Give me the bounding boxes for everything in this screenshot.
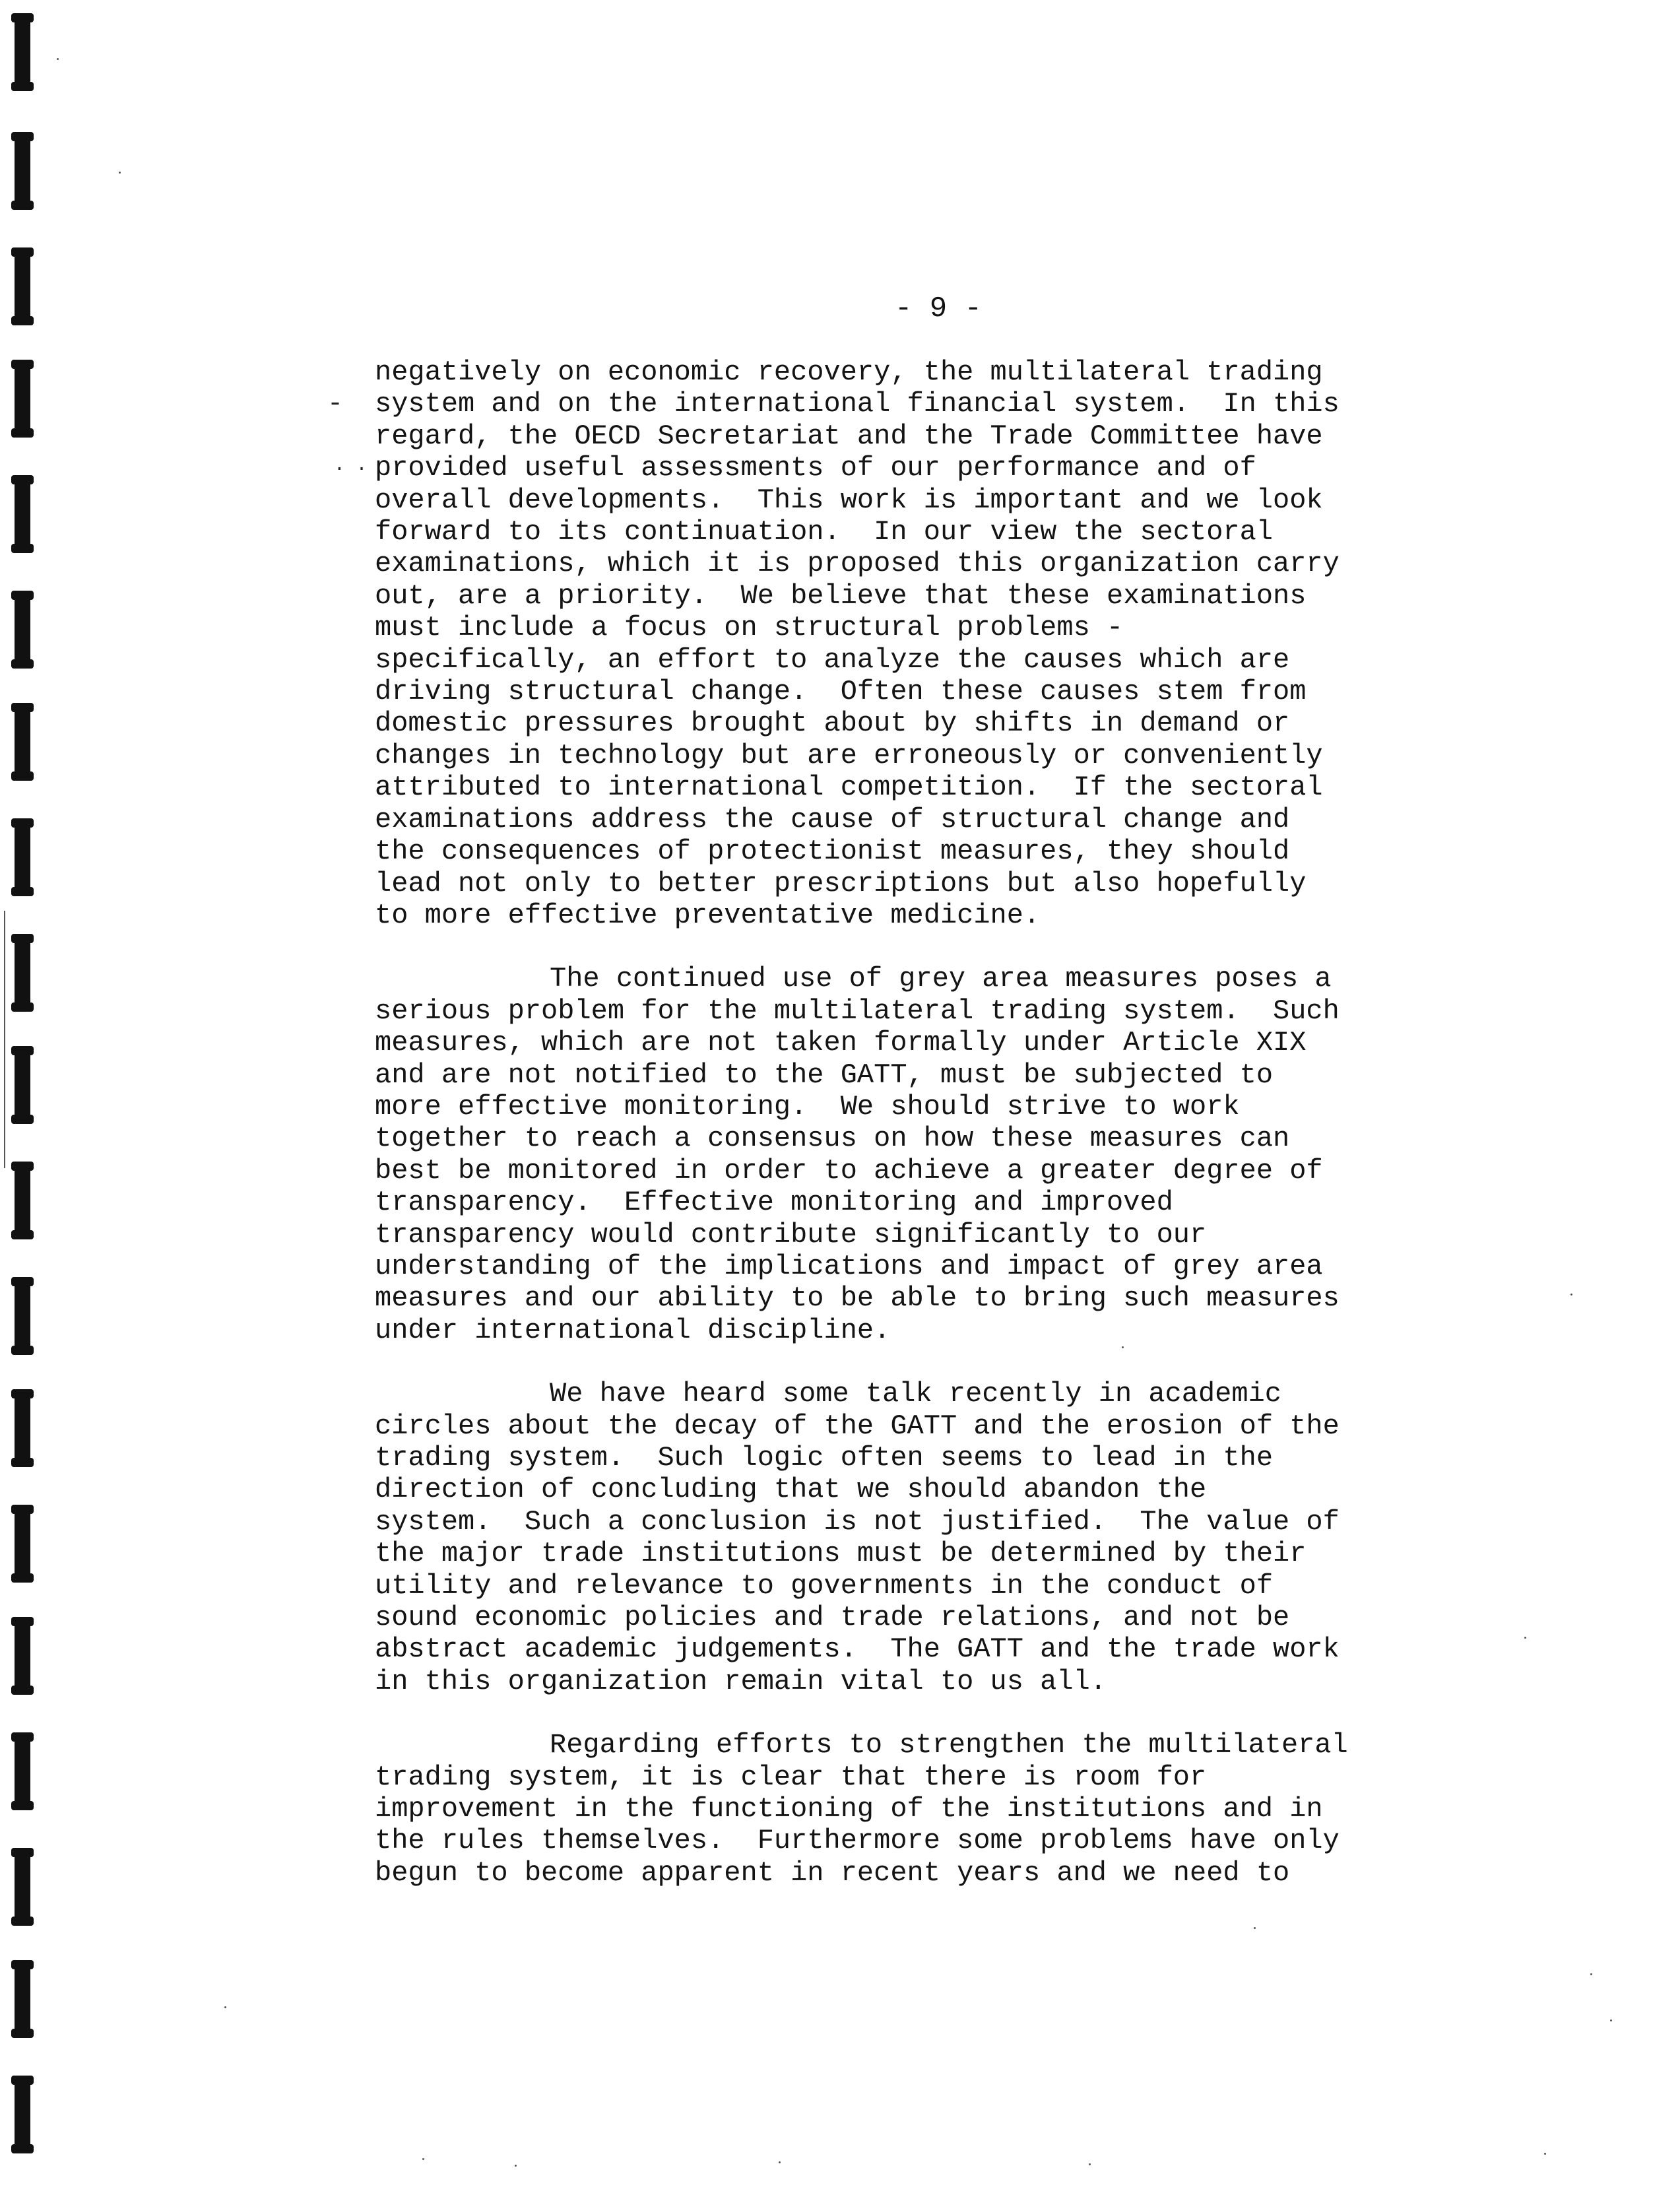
text-line: lead not only to better prescriptions but also hopefully [375, 867, 1307, 900]
text-line: transparency. Effective monitoring and improved [375, 1187, 1173, 1219]
text-line: system. Such a conclusion is not justified. The value of [375, 1505, 1340, 1538]
binder-hole [15, 475, 30, 553]
text-line: abstract academic judgements. The GATT and the trade work [375, 1633, 1340, 1666]
text-line: begun to become apparent in recent years and we need to [375, 1856, 1290, 1889]
scan-speck [57, 58, 59, 60]
paragraph-3 [375, 1378, 1497, 1697]
binder-hole [15, 2076, 30, 2153]
paragraph-1 [375, 356, 1497, 931]
text-line: system and on the international financial system. In this [375, 388, 1340, 420]
margin-dash: - [327, 389, 344, 419]
binder-hole [15, 247, 30, 325]
binder-hole [15, 1505, 30, 1583]
scan-speck [1570, 1294, 1572, 1295]
text-line: together to reach a consensus on how these measures can [375, 1123, 1290, 1155]
scan-speck [779, 2161, 781, 2163]
text-line: and are not notified to the GATT, must be subjected to [375, 1059, 1274, 1091]
binder-hole [15, 1732, 30, 1810]
text-line: trading system. Such logic often seems to lead in the [375, 1442, 1274, 1474]
text-line: provided useful assessments of our performance and of [375, 452, 1256, 484]
text-line: the consequences of protectionist measures, they should [375, 836, 1290, 868]
text-line: We have heard some talk recently in academic [550, 1378, 1281, 1410]
text-line: more effective monitoring. We should strive to work [375, 1090, 1240, 1123]
page-number: - 9 - [895, 292, 983, 325]
text-line: examinations address the cause of structural change and [375, 803, 1290, 836]
text-line: circles about the decay of the GATT and the erosion of the [375, 1410, 1340, 1442]
text-line: serious problem for the multilateral trading system. Such [375, 995, 1340, 1027]
text-line: regard, the OECD Secretariat and the Trade Committee have [375, 420, 1323, 452]
text-line: The continued use of grey area measures poses a [550, 963, 1332, 995]
text-line: under international discipline. [375, 1314, 891, 1346]
scan-speck [1544, 2153, 1546, 2155]
text-line: examinations, which it is proposed this organization carry [375, 548, 1340, 580]
text-line: Regarding efforts to strengthen the multilateral [550, 1729, 1348, 1761]
scan-speck [1610, 2019, 1612, 2021]
scan-speck [119, 172, 121, 174]
text-line: the rules themselves. Furthermore some problems have only [375, 1825, 1340, 1857]
text-line: specifically, an effort to analyze the causes which are [375, 643, 1290, 676]
text-line: utility and relevance to governments in the conduct of [375, 1569, 1274, 1602]
binder-hole [15, 1162, 30, 1239]
binder-hole [15, 132, 30, 210]
scan-speck [1254, 1927, 1256, 1929]
binder-hole [15, 1046, 30, 1124]
scan-speck [224, 2006, 226, 2008]
margin-dots: . . [334, 455, 368, 476]
text-line: attributed to international competition. If the sectoral [375, 771, 1323, 804]
text-line: changes in technology but are erroneously or conveniently [375, 739, 1323, 771]
text-line: negatively on economic recovery, the multilateral trading [375, 356, 1323, 388]
text-line: the major trade institutions must be determined by their [375, 1538, 1307, 1570]
text-line: improvement in the functioning of the institutions and in [375, 1793, 1323, 1825]
binder-hole [15, 13, 30, 91]
binder-hole [15, 934, 30, 1012]
binder-hole [15, 1277, 30, 1355]
scan-speck [515, 2165, 517, 2167]
paragraph-2 [375, 963, 1497, 1346]
binder-hole [15, 360, 30, 438]
scan-speck [1089, 2163, 1091, 2165]
text-line: driving structural change. Often these causes stem from [375, 676, 1307, 708]
text-line: understanding of the implications and impact of grey area [375, 1250, 1323, 1282]
text-line: to more effective preventative medicine. [375, 899, 1041, 931]
scan-speck [1524, 1637, 1526, 1639]
text-line: sound economic policies and trade relations, and not be [375, 1602, 1290, 1634]
text-line: out, are a priority. We believe that these examinations [375, 579, 1307, 612]
binder-hole [15, 818, 30, 896]
binder-hole [15, 703, 30, 781]
paragraph-4 [375, 1729, 1497, 1889]
text-line: best be monitored in order to achieve a greater degree of [375, 1154, 1323, 1187]
text-line: trading system, it is clear that there is room for [375, 1761, 1207, 1793]
text-line: forward to its continuation. In our view the sectoral [375, 516, 1274, 548]
body-text [375, 356, 1497, 1920]
binder-hole [15, 591, 30, 669]
text-line: in this organization remain vital to us all. [375, 1665, 1107, 1697]
text-line: overall developments. This work is important and we look [375, 484, 1323, 516]
binder-hole [15, 1617, 30, 1695]
binder-hole [15, 1960, 30, 2038]
text-line: transparency would contribute significantly to our [375, 1218, 1207, 1251]
scan-speck [422, 2158, 424, 2160]
text-line: must include a focus on structural problems - [375, 612, 1124, 644]
scan-speck [1590, 1973, 1592, 1975]
binder-hole [15, 1389, 30, 1467]
text-line: domestic pressures brought about by shifts in demand or [375, 707, 1290, 740]
text-line: direction of concluding that we should abandon the [375, 1474, 1207, 1506]
text-line: measures, which are not taken formally under Article XIX [375, 1027, 1307, 1059]
text-line: measures and our ability to be able to bring such measures [375, 1282, 1340, 1315]
binder-hole [15, 1848, 30, 1926]
margin-line [4, 911, 5, 1168]
